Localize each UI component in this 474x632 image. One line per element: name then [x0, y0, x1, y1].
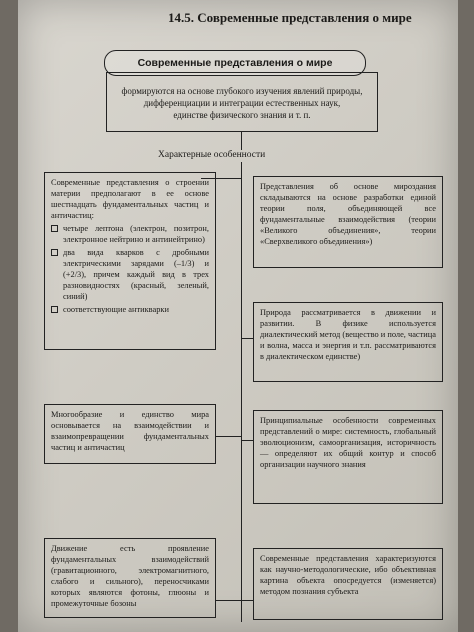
connector-left-3 — [216, 600, 241, 601]
bullet-icon — [51, 225, 58, 232]
page-heading: 14.5. Современные представления о мире — [168, 10, 412, 25]
top-line-1: формируются на основе глубокого изучения явлений природы, — [121, 86, 363, 96]
bullet-icon — [51, 249, 58, 256]
nature-development-box: Природа рассматривается в движении и развитии. В физике используется диалектический метод (вещество и поле, частица и волна, масса и энергия и т.п. рассматриваются в диалектическом единстве) — [253, 302, 443, 382]
diversity-unity-box: Многообразие и единство мира основывается на взаимодействии и взаимопревращении фундаментальных частиц и античастиц — [44, 404, 216, 464]
matter-structure-box — [44, 172, 216, 350]
book-page — [18, 0, 458, 632]
list-item: два вида кварков с дробными электрическими зарядами (–1/3) и (+2/3), причем каждый вид в трех разновидностях (красный, зеленый, синий) — [51, 247, 209, 302]
connector-spine — [241, 162, 242, 622]
bullet-icon — [51, 306, 58, 313]
top-line-2: дифференциации и интеграции естественных наук, — [143, 98, 341, 108]
matter-intro: Современные представления о строении материи предполагают в ее основе шестнадцать фундаментальных частиц и античастиц: — [51, 178, 209, 220]
top-description-box — [106, 72, 378, 132]
connector-right-3 — [241, 440, 253, 441]
motion-box: Движение есть проявление фундаментальных взаимодействий (гравитационного, электромагнитного, слабого и сильного), переносчиками которых являются фотоны, глюоны и промежуточные бозоны — [44, 538, 216, 618]
list-item: соответствующие антикварки — [51, 304, 209, 315]
features-caption: Характерные особенности — [158, 150, 266, 160]
principal-features-box: Принципиальные особенности современных представлений о мире: системность, глобальный эволюционизм, самоорганизация, историчность — определяют их общий контур и способ организации научного знания — [253, 410, 443, 504]
list-item: четыре лептона (электрон, позитрон, электронное нейтрино и антинейтрино) — [51, 223, 209, 245]
top-line-3: единстве физического знания и т. п. — [173, 110, 311, 120]
unified-field-box: Представления об основе мироздания складываются на основе разработки единой теории поля, объединяющей все фундаментальные взаимодействия (теории «Великого объединения», теории «Сверхвеликого объединения») — [253, 176, 443, 268]
connector-left-2 — [216, 436, 241, 437]
main-title-oval: Современные представления о мире — [104, 50, 366, 76]
connector-right-2 — [241, 338, 253, 339]
connector-right-4 — [241, 600, 253, 601]
connector-top — [241, 132, 242, 150]
methodological-box: Современные представления характеризуются как научно-методологические, ибо объективная картина объекта опосредуется (изменяется) методом познания субъекта — [253, 548, 443, 620]
